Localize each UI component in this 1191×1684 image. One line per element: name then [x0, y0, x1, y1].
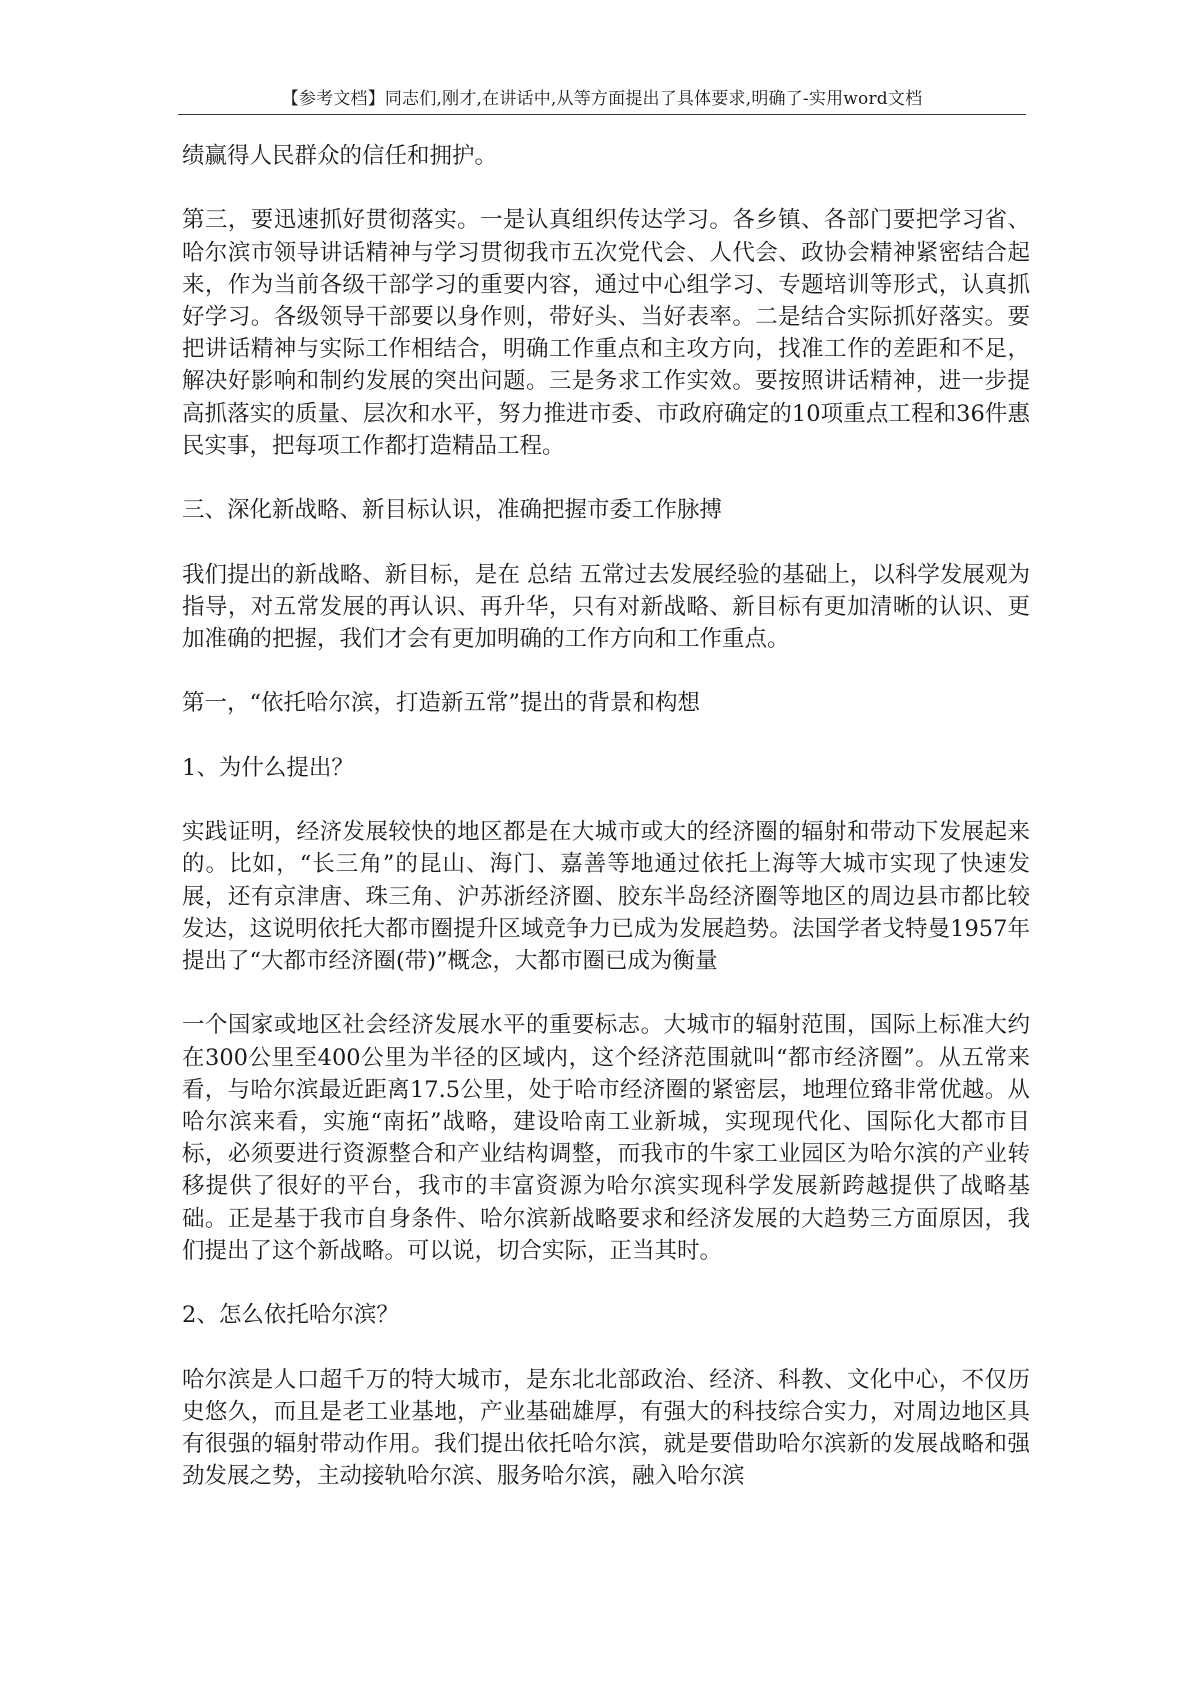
paragraph: 实践证明，经济发展较快的地区都是在大城市或大的经济圈的辐射和带动下发展起来的。比如，“长三角”的昆山、海门、嘉善等地通过依托上海等大城市实现了快速发展，还有京津唐、珠三角、沪苏浙经济圈、胶东半岛经济圈等地区的周边县市都比较发达，这说明依托大都市圈提升区域竞争力已成为发展趋势。法国学者戈特曼1957年提出了“大都市经济圈(带)”概念，大都市圈已成为衡量 — [182, 819, 1030, 974]
page-header — [178, 84, 1026, 115]
paragraph: 绩赢得人民群众的信任和拥护。 — [182, 143, 498, 169]
section-heading: 三、深化新战略、新目标认识，准确把握市委工作脉搏 — [182, 497, 723, 524]
paragraph: 哈尔滨是人口超千万的特大城市，是东北北部政治、经济、科教、文化中心，不仅历史悠久，而且是老工业基地，产业基础雄厚，有强大的科技综合实力，对周边地区具有很强的辐射带动作用。我们提出依托哈尔滨，就是要借助哈尔滨新的发展战略和强劲发展之势，主动接轨哈尔滨、服务哈尔滨，融入哈尔滨 — [182, 1366, 1030, 1490]
paragraph: 第三，要迅速抓好贯彻落实。一是认真组织传达学习。各乡镇、各部门要把学习省、哈尔滨市领导讲话精神与学习贯彻我市五次党代会、人代会、政协会精神紧密结合起来，作为当前各级干部学习的重要内容，通过中心组学习、专题培训等形式，认真抓好学习。各级领导干部要以身作则，带好头、当好表率。二是结合实际抓好落实。要把讲话精神与实际工作相结合，明确工作重点和主攻方向，找准工作的差距和不足，解决好影响和制约发展的突出问题。三是务求工作实效。要按照讲话精神，进一步提高抓落实的质量、层次和水平，努力推进市委、市政府确定的10项重点工程和36件惠民实事，把每项工作都打造精品工程。 — [182, 207, 1030, 459]
document-body — [182, 140, 1030, 1525]
question-heading: 1、为什么提出？ — [182, 754, 354, 781]
paragraph: 我们提出的新战略、新目标，是在 总结 五常过去发展经验的基础上，以科学发展观为指导，对五常发展的再认识、再升华，只有对新战略、新目标有更加清晰的认识、更加准确的把握，我们才会有更加明确的工作方向和工作重点。 — [182, 561, 1030, 652]
question-heading: 2、怎么依托哈尔滨？ — [182, 1302, 399, 1329]
subsection-heading: 第一，“依托哈尔滨，打造新五常”提出的背景和构想 — [182, 690, 701, 717]
header-text: 【参考文档】同志们,刚才,在讲话中,从等方面提出了具体要求,明确了-实用word文档 — [281, 89, 923, 109]
paragraph: 一个国家或地区社会经济发展水平的重要标志。大城市的辐射范围，国际上标准大约在300公里至400公里为半径的区域内，这个经济范围就叫“都市经济圈”。从五常来看，与哈尔滨最近距离17.5公里，处于哈市经济圈的紧密层，地理位臵非常优越。从哈尔滨来看，实施“南拓”战略，建设哈南工业新城，实现现代化、国际化大都市目标，必须要进行资源整合和产业结构调整，而我市的牛家工业园区为哈尔滨的产业转移提供了很好的平台，我市的丰富资源为哈尔滨实现科学发展新跨越提供了战略基础。正是基于我市自身条件、哈尔滨新战略要求和经济发展的大趋势三方面原因，我们提出了这个新战略。可以说，切合实际，正当其时。 — [182, 1012, 1030, 1264]
